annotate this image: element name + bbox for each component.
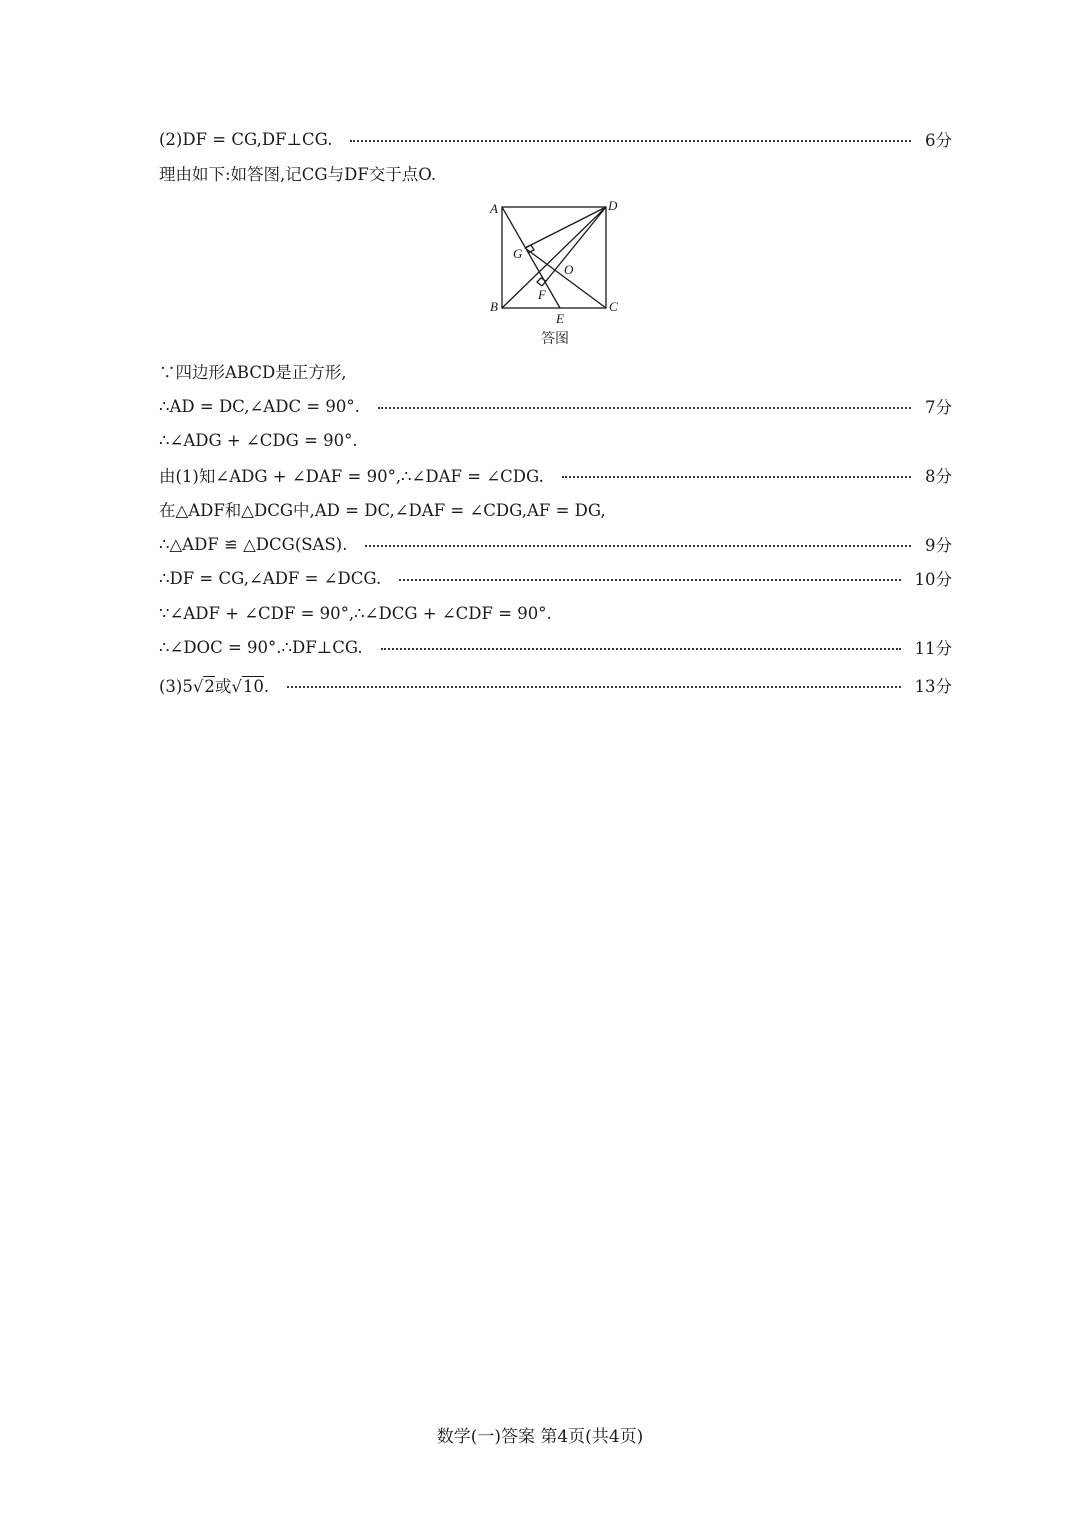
solution-line-reason	[159, 160, 952, 186]
label-b: B	[490, 299, 498, 314]
radicand-2: 10	[242, 677, 264, 696]
dot-leader	[350, 140, 911, 142]
answer-3-prefix: (3)5	[159, 677, 193, 696]
line-text: 在△ADF和△DCG中,AD = DC,∠DAF = ∠CDG,AF = DG,	[159, 501, 606, 520]
label-a: A	[490, 201, 498, 216]
label-o: O	[564, 262, 574, 277]
line-text: (2)DF = CG,DF⊥CG.	[159, 129, 333, 149]
radicand-1: 2	[204, 677, 215, 696]
score-label: 10分	[914, 570, 952, 589]
solution-line-angle-90	[159, 600, 952, 626]
score-label: 8分	[925, 467, 952, 486]
line-text: ∴DF = CG,∠ADF = ∠DCG.	[159, 568, 382, 588]
answer-3-text	[159, 673, 269, 697]
segment-ae	[502, 207, 560, 308]
label-f: F	[538, 287, 546, 302]
line-text: ∴∠ADG + ∠CDG = 90°.	[159, 430, 358, 450]
line-text: 由(1)知∠ADG + ∠DAF = 90°,∴∠DAF = ∠CDG.	[159, 467, 544, 486]
answer-figure	[480, 195, 630, 326]
solution-line-angle-sum	[159, 427, 952, 453]
answer-3-suffix: .	[263, 677, 270, 696]
label-c: C	[609, 299, 618, 314]
page-footer: 数学(一)答案 第4页(共4页)	[436, 1427, 644, 1447]
score-label: 13分	[914, 677, 952, 696]
dot-leader	[378, 407, 911, 409]
dot-leader	[287, 686, 900, 688]
segment-dg	[525, 207, 606, 248]
line-text: ∴AD = DC,∠ADC = 90°.	[159, 396, 360, 416]
solution-line-square	[159, 358, 952, 384]
dot-leader	[399, 579, 900, 581]
line-text: ∵四边形ABCD是正方形,	[159, 363, 347, 382]
solution-line-2-claim	[159, 126, 952, 152]
figure-caption: 答图	[541, 331, 569, 347]
dot-leader	[562, 476, 911, 478]
score-label: 7分	[925, 398, 952, 417]
label-d: D	[608, 198, 618, 213]
line-text: ∵∠ADF + ∠CDF = 90°,∴∠DCG + ∠CDF = 90°.	[159, 603, 552, 623]
dot-leader	[381, 648, 901, 650]
line-text: ∴∠DOC = 90°.∴DF⊥CG.	[159, 637, 363, 657]
score-label: 9分	[925, 536, 952, 555]
label-g: G	[513, 246, 523, 261]
score-label: 6分	[925, 131, 952, 150]
solution-line-triangles	[159, 496, 952, 522]
line-text: ∴△ADF ≌ △DCG(SAS).	[159, 534, 348, 554]
answer-3-or: 或	[214, 677, 232, 696]
sqrt-symbol: √	[192, 677, 204, 696]
solution-line-df-cg	[159, 565, 952, 591]
sqrt-symbol: √	[231, 677, 242, 696]
dot-leader	[365, 545, 911, 547]
score-label: 11分	[914, 639, 952, 658]
solution-line-3	[159, 672, 952, 698]
solution-line-congruent	[159, 531, 952, 557]
label-e: E	[556, 311, 564, 326]
geometry-diagram	[480, 195, 630, 326]
segment-df	[542, 207, 606, 286]
solution-line-ad-dc	[159, 393, 952, 419]
solution-line-from-1	[159, 462, 952, 488]
solution-line-perpendicular	[159, 634, 952, 660]
line-text: 理由如下:如答图,记CG与DF交于点O.	[159, 165, 437, 184]
